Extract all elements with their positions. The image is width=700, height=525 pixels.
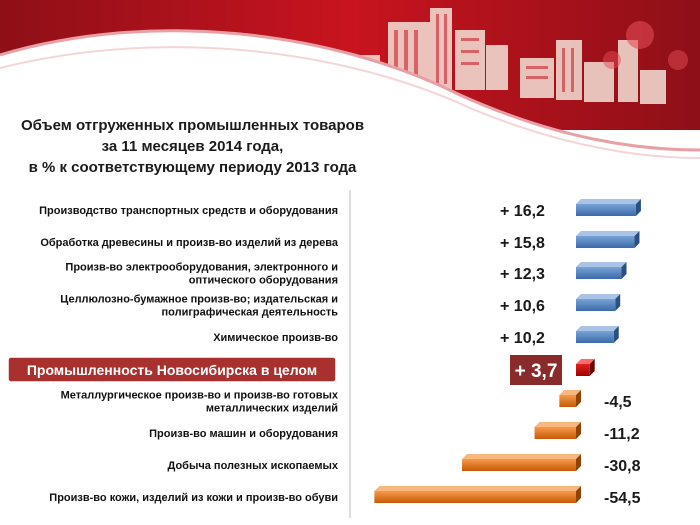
category-label-2: Обработка древесины и произв-во изделий из дерева [40,237,338,249]
bar-6 [576,359,595,376]
value-label-7: -4,5 [604,394,632,411]
value-label-6: + 3,7 [514,361,558,382]
bar-3 [576,262,627,279]
value-label-5: + 10,2 [500,330,545,347]
value-label-9: -30,8 [604,458,641,475]
category-label-5: Химическое произв-во [213,332,338,344]
value-label-10: -54,5 [604,490,641,507]
category-label-4: Целлюлозно-бумажное произв-во; издательская и полиграфическая деятельность [60,293,338,319]
bar-1 [576,199,641,216]
chart-title-line-1: Объем отгруженных промышленных товаров [20,117,365,134]
value-label-4: + 10,6 [500,298,545,315]
category-label-6: Промышленность Новосибирска в целом [26,362,318,378]
bar-10 [374,486,581,503]
category-label-1: Производство транспортных средств и оборудования [39,205,338,217]
bar-9 [462,454,581,471]
value-label-3: + 12,3 [500,266,545,283]
category-label-7: Металлургическое произв-во и произв-во готовых металлических изделий [60,389,338,415]
bar-5 [576,326,619,343]
value-label-1: + 16,2 [500,203,545,220]
category-label-10: Произв-во кожи, изделий из кожи и произв-во обуви [49,492,338,504]
value-label-8: -11,2 [604,426,640,443]
category-label-3: Произв-во электрооборудования, электронного и оптического оборудования [65,261,338,287]
value-label-2: + 15,8 [500,235,545,252]
category-label-9: Добыча полезных ископаемых [167,460,338,472]
bar-2 [576,231,639,248]
chart-title-line-3: в % к соответствующему периоду 2013 года [28,159,357,176]
chart-title-line-2: за 11 месяцев 2014 года, [101,138,284,155]
bar-4 [576,294,620,311]
bar-7 [559,390,581,407]
bar-8 [535,422,581,439]
category-label-8: Произв-во машин и оборудования [149,428,338,440]
